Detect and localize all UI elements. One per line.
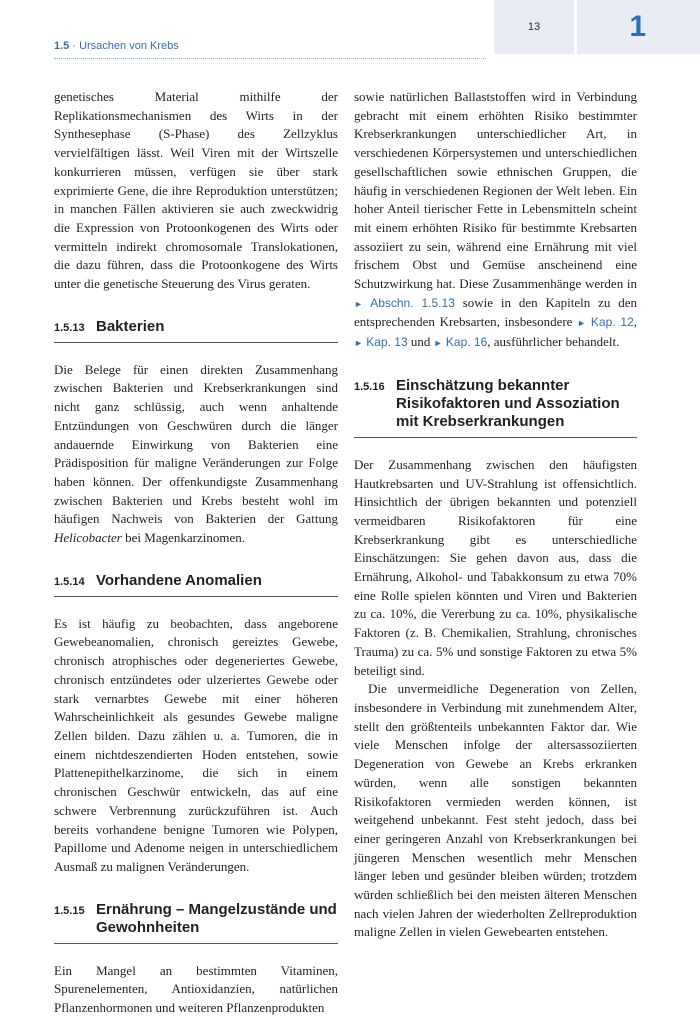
right-column bbox=[354, 88, 637, 942]
cross-reference-link[interactable] bbox=[434, 335, 488, 349]
page-number: 13 bbox=[527, 21, 541, 33]
reference-label: Abschn. 1.5.13 bbox=[370, 295, 455, 310]
page-number-tab bbox=[494, 0, 574, 54]
paragraph-bacteria-text: Die Belege für einen direkten Zusammenhang zwischen Bakterien und Krebserkrankungen sind nicht ganz schlüssig, auch wenn anhaltende Entzündungen von Geschwüren durch die länger andauernde Einwirkung von Bakterien eine Prädisposition für maligne Veränderungen zur Folge haben können. Der offenkundigste Zusammenhang zwischen Bakterien und Krebs besteht wohl im häufigen Nachweis von Bakterien der Gattung bbox=[54, 361, 338, 527]
section-number: 1.5.16 bbox=[354, 380, 385, 393]
paragraph-viruses-continued: genetisches Material mithilfe der Replikationsmechanismen des Wirts in der Synthesephase (S-Phase) des Zellzyklus vervielfältigen lässt. Weil Viren mit der Wirtszelle konkurrieren müssen, verfügen sie über stark exprimierte Gene, die ihre Reproduktion unterstützen; in manchen Fällen aktivieren sie auch zweckwidrig die Expression von Protoonkogenen des Wirts oder vermitteln indirekt chromosomale Translokationen, die dazu führen, dass die Protoonkogene des Wirts unter die genetische Steuerung des Virus geraten. bbox=[54, 89, 338, 292]
chapter-number: 1 bbox=[629, 10, 646, 43]
genus-name: Helicobacter bbox=[54, 530, 122, 546]
section-heading-1-5-15 bbox=[54, 901, 338, 944]
paragraph-nutrition-continued bbox=[354, 88, 637, 353]
section-title: Bakterien bbox=[96, 317, 165, 335]
arrow-icon: ► bbox=[433, 338, 443, 349]
paragraph-text: sowie natürlichen Ballaststoffen wird in Verbindung gebracht mit einem erhöhten Risiko bestimmter Krebserkrankungen unterschiedlicher Art, in verschiedenen Körpersystemen und unterschiedlichen gesellschaftlichen sowie ethnischen Gruppen, die häufig in verschiedenen Regionen der Welt leben. Ein hoher Anteil tierischer Fette in Lebensmitteln scheint mit einem erhöhten Risiko für bestimmte Krebsarten assoziiert zu sein, während eine Ernährung mit viel frischem Obst und Gemüse anscheinend eine Schutzwirkung hat. Diese Zusammenhänge werden in bbox=[354, 89, 637, 292]
section-title: Vorhandene Anomalien bbox=[96, 571, 262, 589]
reference-label: Kap. 13 bbox=[366, 335, 408, 350]
section-number: 1.5.14 bbox=[54, 575, 85, 588]
section-title: Ernährung – Mangelzustände und Gewohnheiten bbox=[96, 900, 337, 936]
arrow-icon: ► bbox=[354, 338, 363, 349]
cross-reference-link[interactable] bbox=[577, 315, 634, 329]
section-title: Einschätzung bekannter Risikofaktoren und Assoziation mit Krebserkrankungen bbox=[396, 376, 620, 430]
header-divider bbox=[54, 58, 486, 59]
paragraph-nutrition: Ein Mangel an bestimmten Vitaminen, Spurenelementen, Antioxidanzien, natürlichen Pflanzenhormonen und weiteren Pflanzenprodukten bbox=[54, 962, 338, 1016]
paragraph-text: , bbox=[633, 314, 637, 330]
arrow-icon: ► bbox=[577, 318, 587, 329]
left-column bbox=[54, 88, 338, 1018]
running-header-title: Ursachen von Krebs bbox=[79, 40, 179, 52]
paragraph-anomalies: Es ist häufig zu beobachten, dass angeborene Gewebeanomalien, chronisch gereiztes Gewebe, chronisch atrophisches oder degeneriertes Gewebe, chronisch entzündetes oder ulzeriertes Gewebe oder stark vernarbtes Gewebe mit einer höheren Wahrscheinlichkeit als gesundes Gewebe maligne Zellen bilden. Dazu zählen u. a. Tumoren, die in einem nichtdeszendierten Hoden entstehen, sowie Plattenepithelkarzinome, die sich in einem chronischen Geschwür entwickeln, das auf eine schwere Verbrennung zurückzuführen ist. Auch bereits vorhandene benigne Tumoren wie Polypen, Papillome und Adenome neigen in unterschiedlichem Ausmaß zu malignen Veränderungen. bbox=[54, 615, 338, 874]
reference-label: Kap. 16 bbox=[445, 335, 488, 350]
running-header-separator: · bbox=[69, 40, 80, 52]
paragraph-text: sowie in den Kapiteln zu den entsprechenden Krebsarten, insbesondere bbox=[354, 294, 638, 330]
paragraph-text: , ausführlicher behandelt. bbox=[487, 334, 620, 350]
paragraph-degeneration: Die unvermeidliche Degeneration von Zellen, insbesondere in Verbindung mit zunehmendem Alter, stellt den größtenteils unbekannten Faktor dar. Wie viele Menschen infolge der altersassoziierten Degeneration von Gewebe an Krebs erkranken würden, wenn alle sonstigen bekannten Risikofaktoren vermieden werden können, ist weitgehend unbekannt. Fest steht jedoch, dass bei einer geringeren Anzahl von Krebserkrankungen bei jüngeren Menschen wesentlich mehr Menschen länger leben und gesünder bleiben würden; trotzdem würden schließlich bei den meisten älteren Menschen nach vielen Jahren der wiederholten Zellreproduktion maligne Zellen in vielen Gewebearten entstehen. bbox=[354, 681, 637, 940]
paragraph-bacteria bbox=[54, 361, 338, 548]
section-number: 1.5.15 bbox=[54, 904, 85, 917]
paragraph-risk-factors: Der Zusammenhang zwischen den häufigsten Hautkrebsarten und UV-Strahlung ist offensichtlich. Hinsichtlich der übrigen bekannten und potenziell vermeidbaren Risikofaktoren für eine Krebserkrankung gibt es unterschiedliche Einschätzungen: Sie gehen davon aus, dass die Ernährung, Alkohol- und Tabakkonsum zu etwa 70% eine Rolle spielen könnten und Viren und Bakterien zu ca. 10%, die Vererbung zu ca. 10%, physikalische Faktoren (z. B. Chemikalien, Strahlung, chronisches Trauma) zu ca. 5% und sonstige Faktoren zu etwa 5% beteiligt sind. bbox=[354, 456, 637, 678]
cross-reference-link[interactable] bbox=[354, 296, 455, 310]
cross-reference-link[interactable] bbox=[354, 335, 408, 349]
paragraph-text: und bbox=[407, 334, 434, 350]
section-number: 1.5.13 bbox=[54, 321, 85, 334]
chapter-tab bbox=[577, 0, 700, 54]
running-header-section-number: 1.5 bbox=[54, 40, 70, 52]
reference-label: Kap. 12 bbox=[590, 315, 634, 330]
arrow-icon: ► bbox=[354, 298, 363, 309]
running-header bbox=[54, 40, 179, 52]
section-heading-1-5-14 bbox=[54, 572, 338, 597]
section-heading-1-5-16 bbox=[354, 377, 637, 438]
section-heading-1-5-13 bbox=[54, 318, 338, 343]
paragraph-bacteria-end: bei Magenkarzinomen. bbox=[121, 530, 245, 546]
